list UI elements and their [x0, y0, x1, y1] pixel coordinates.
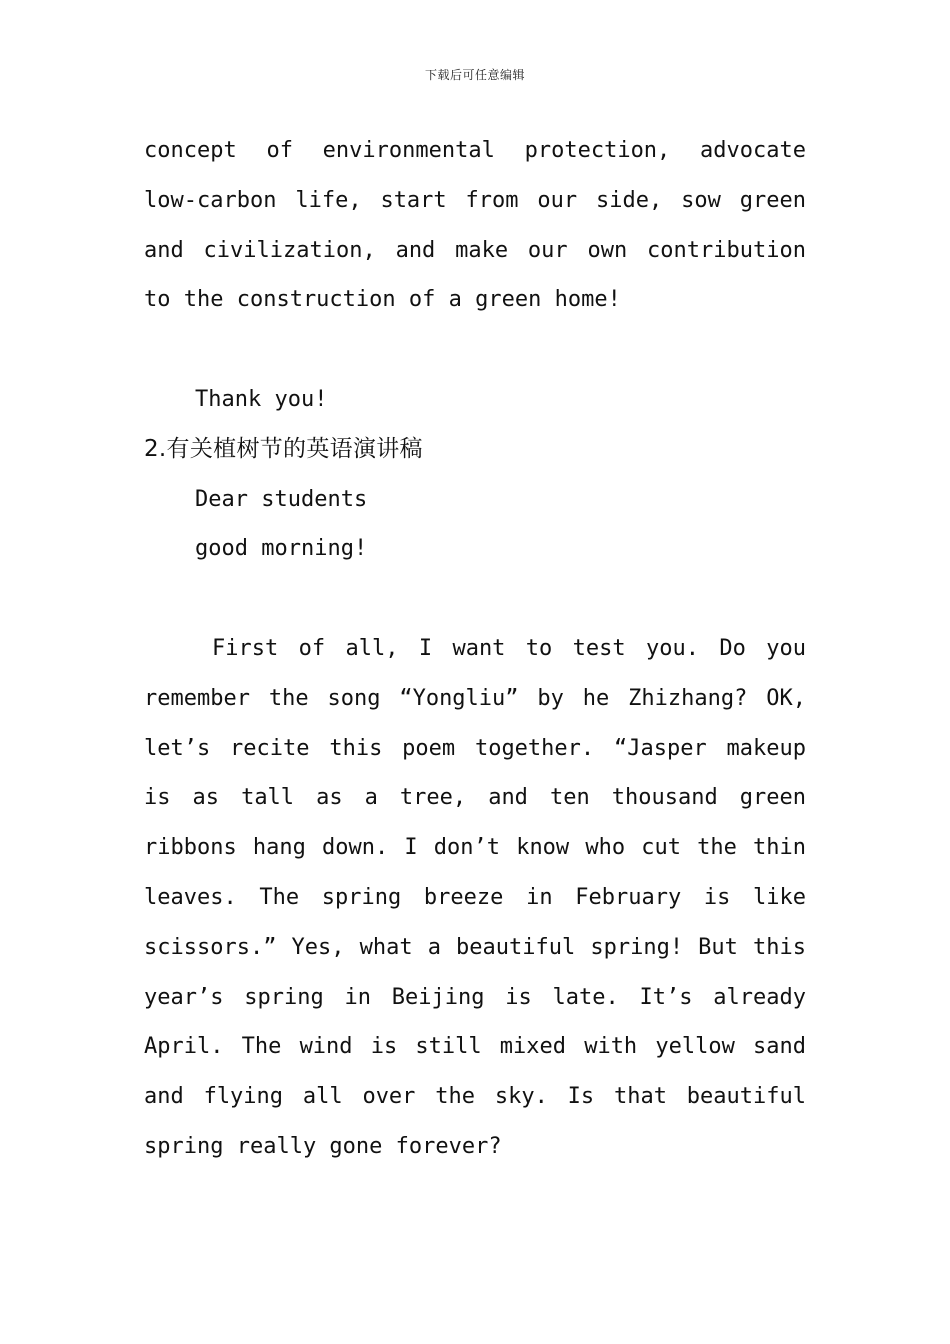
- blank-line: [144, 574, 806, 624]
- blank-line: [144, 325, 806, 375]
- page-header: 下载后可任意编辑: [424, 68, 525, 82]
- paragraph-environmental-protection: concept of environmental protection, advocate low-carbon life, start from our side, sow green and civilization, and make our own contribution to the construction of a green home!: [144, 138, 806, 313]
- closing-text: Thank you!: [195, 386, 328, 412]
- salutation-text: Dear students: [195, 486, 368, 512]
- paragraph-spring-poem: First of all, I want to test you. Do you remember the song “Yongliu” by he Zhizhang? OK, let’s recite this poem together. “Jasper makeup is as tall as a tree, and ten thousand green ribbons hang down. I don’t know who cut the thin leaves. The spring breeze in February is like scissors.” Yes, what a beautiful spring! But this year’s spring in Beijing is late. It’s already April. The wind is still mixed with yellow sand and flying all over the sky. Is that beautiful spring really gone forever?: [144, 635, 806, 1159]
- section-heading: 2.有关植树节的英语演讲稿: [144, 435, 423, 462]
- greeting-text: good morning!: [195, 536, 368, 562]
- document-body: [144, 126, 806, 1172]
